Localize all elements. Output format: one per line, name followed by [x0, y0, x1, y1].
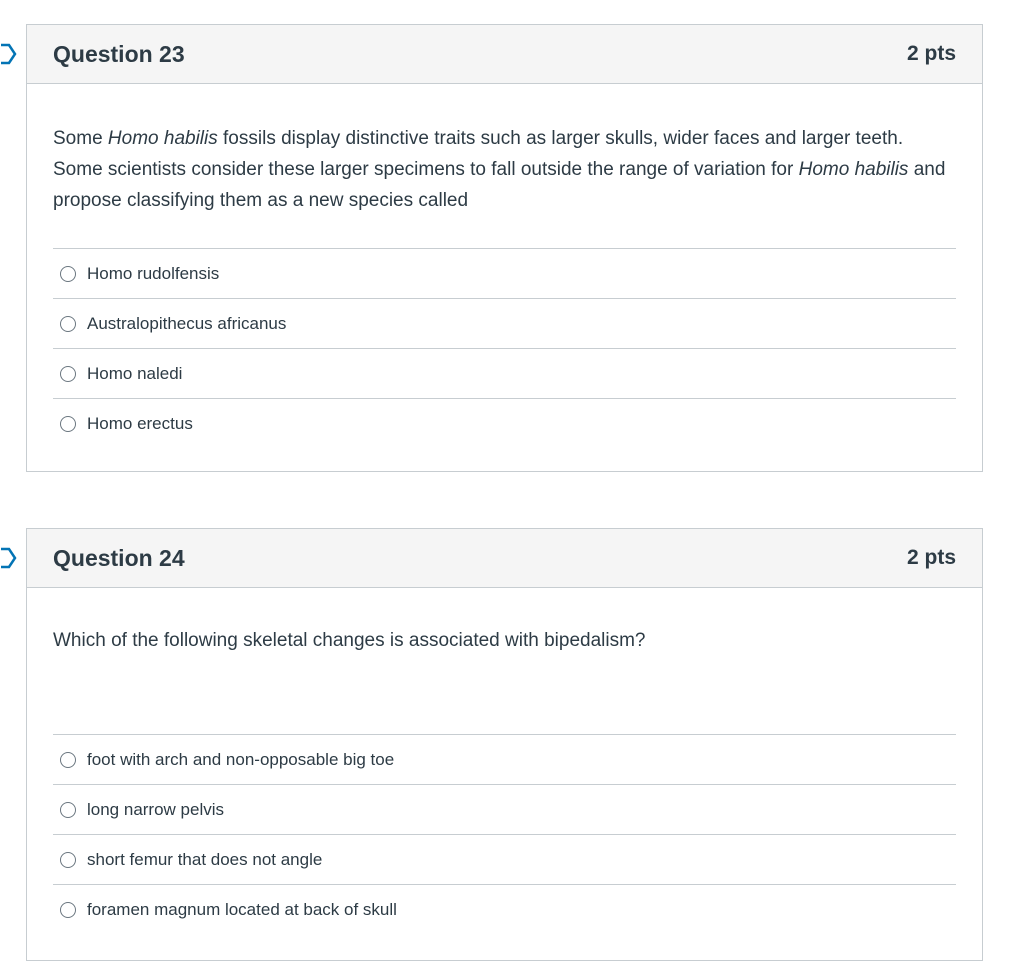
answer-label[interactable]: Homo erectus: [87, 413, 193, 433]
radio-button[interactable]: [60, 266, 76, 282]
answer-option[interactable]: [53, 835, 956, 885]
radio-button[interactable]: [60, 366, 76, 382]
answer-option[interactable]: [53, 735, 956, 785]
question-23: [26, 24, 983, 472]
flag-question-icon[interactable]: [1, 545, 17, 571]
answer-option[interactable]: [53, 299, 956, 349]
question-title: Question 24: [53, 544, 185, 571]
answer-label[interactable]: long narrow pelvis: [87, 799, 225, 819]
radio-button[interactable]: [60, 752, 76, 768]
question-body: [27, 84, 982, 448]
answer-option[interactable]: [53, 399, 956, 448]
question-title: Question 23: [53, 40, 185, 67]
question-text-italic: Homo habilis: [798, 159, 909, 180]
question-text-part: fossils display distinctive traits such as larger skulls, wider faces and larger teeth. Some scientists consider these larger specimens to fall outside the range of variation for: [53, 128, 904, 180]
answer-label[interactable]: Homo naledi: [87, 363, 183, 383]
answer-label[interactable]: foramen magnum located at back of skull: [87, 899, 397, 919]
flag-question-icon[interactable]: [1, 41, 17, 67]
answer-option[interactable]: [53, 885, 956, 934]
answer-list: [53, 248, 956, 448]
question-header: [27, 529, 982, 588]
answer-option[interactable]: [53, 249, 956, 299]
radio-button[interactable]: [60, 852, 76, 868]
radio-button[interactable]: [60, 416, 76, 432]
question-points: 2 pts: [906, 42, 956, 65]
question-points: 2 pts: [906, 546, 956, 569]
question-header: [27, 25, 982, 84]
question-24: [26, 528, 983, 961]
question-text: Which of the following skeletal changes is associated with bipedalism?: [53, 630, 646, 651]
question-body: [27, 588, 982, 934]
answer-label[interactable]: Homo rudolfensis: [87, 263, 220, 283]
answer-option[interactable]: [53, 349, 956, 399]
radio-button[interactable]: [60, 316, 76, 332]
question-text-part: and propose classifying them as a new species called: [53, 159, 946, 211]
question-text-italic: Homo habilis: [107, 128, 218, 149]
answer-label[interactable]: Australopithecus africanus: [87, 313, 287, 333]
radio-button[interactable]: [60, 802, 76, 818]
answer-label[interactable]: foot with arch and non-opposable big toe: [87, 749, 395, 769]
question-text: [53, 84, 956, 248]
answer-list: [53, 734, 956, 934]
answer-label[interactable]: short femur that does not angle: [87, 849, 323, 869]
question-text-part: Some: [53, 128, 108, 149]
radio-button[interactable]: [60, 902, 76, 918]
answer-option[interactable]: [53, 785, 956, 835]
